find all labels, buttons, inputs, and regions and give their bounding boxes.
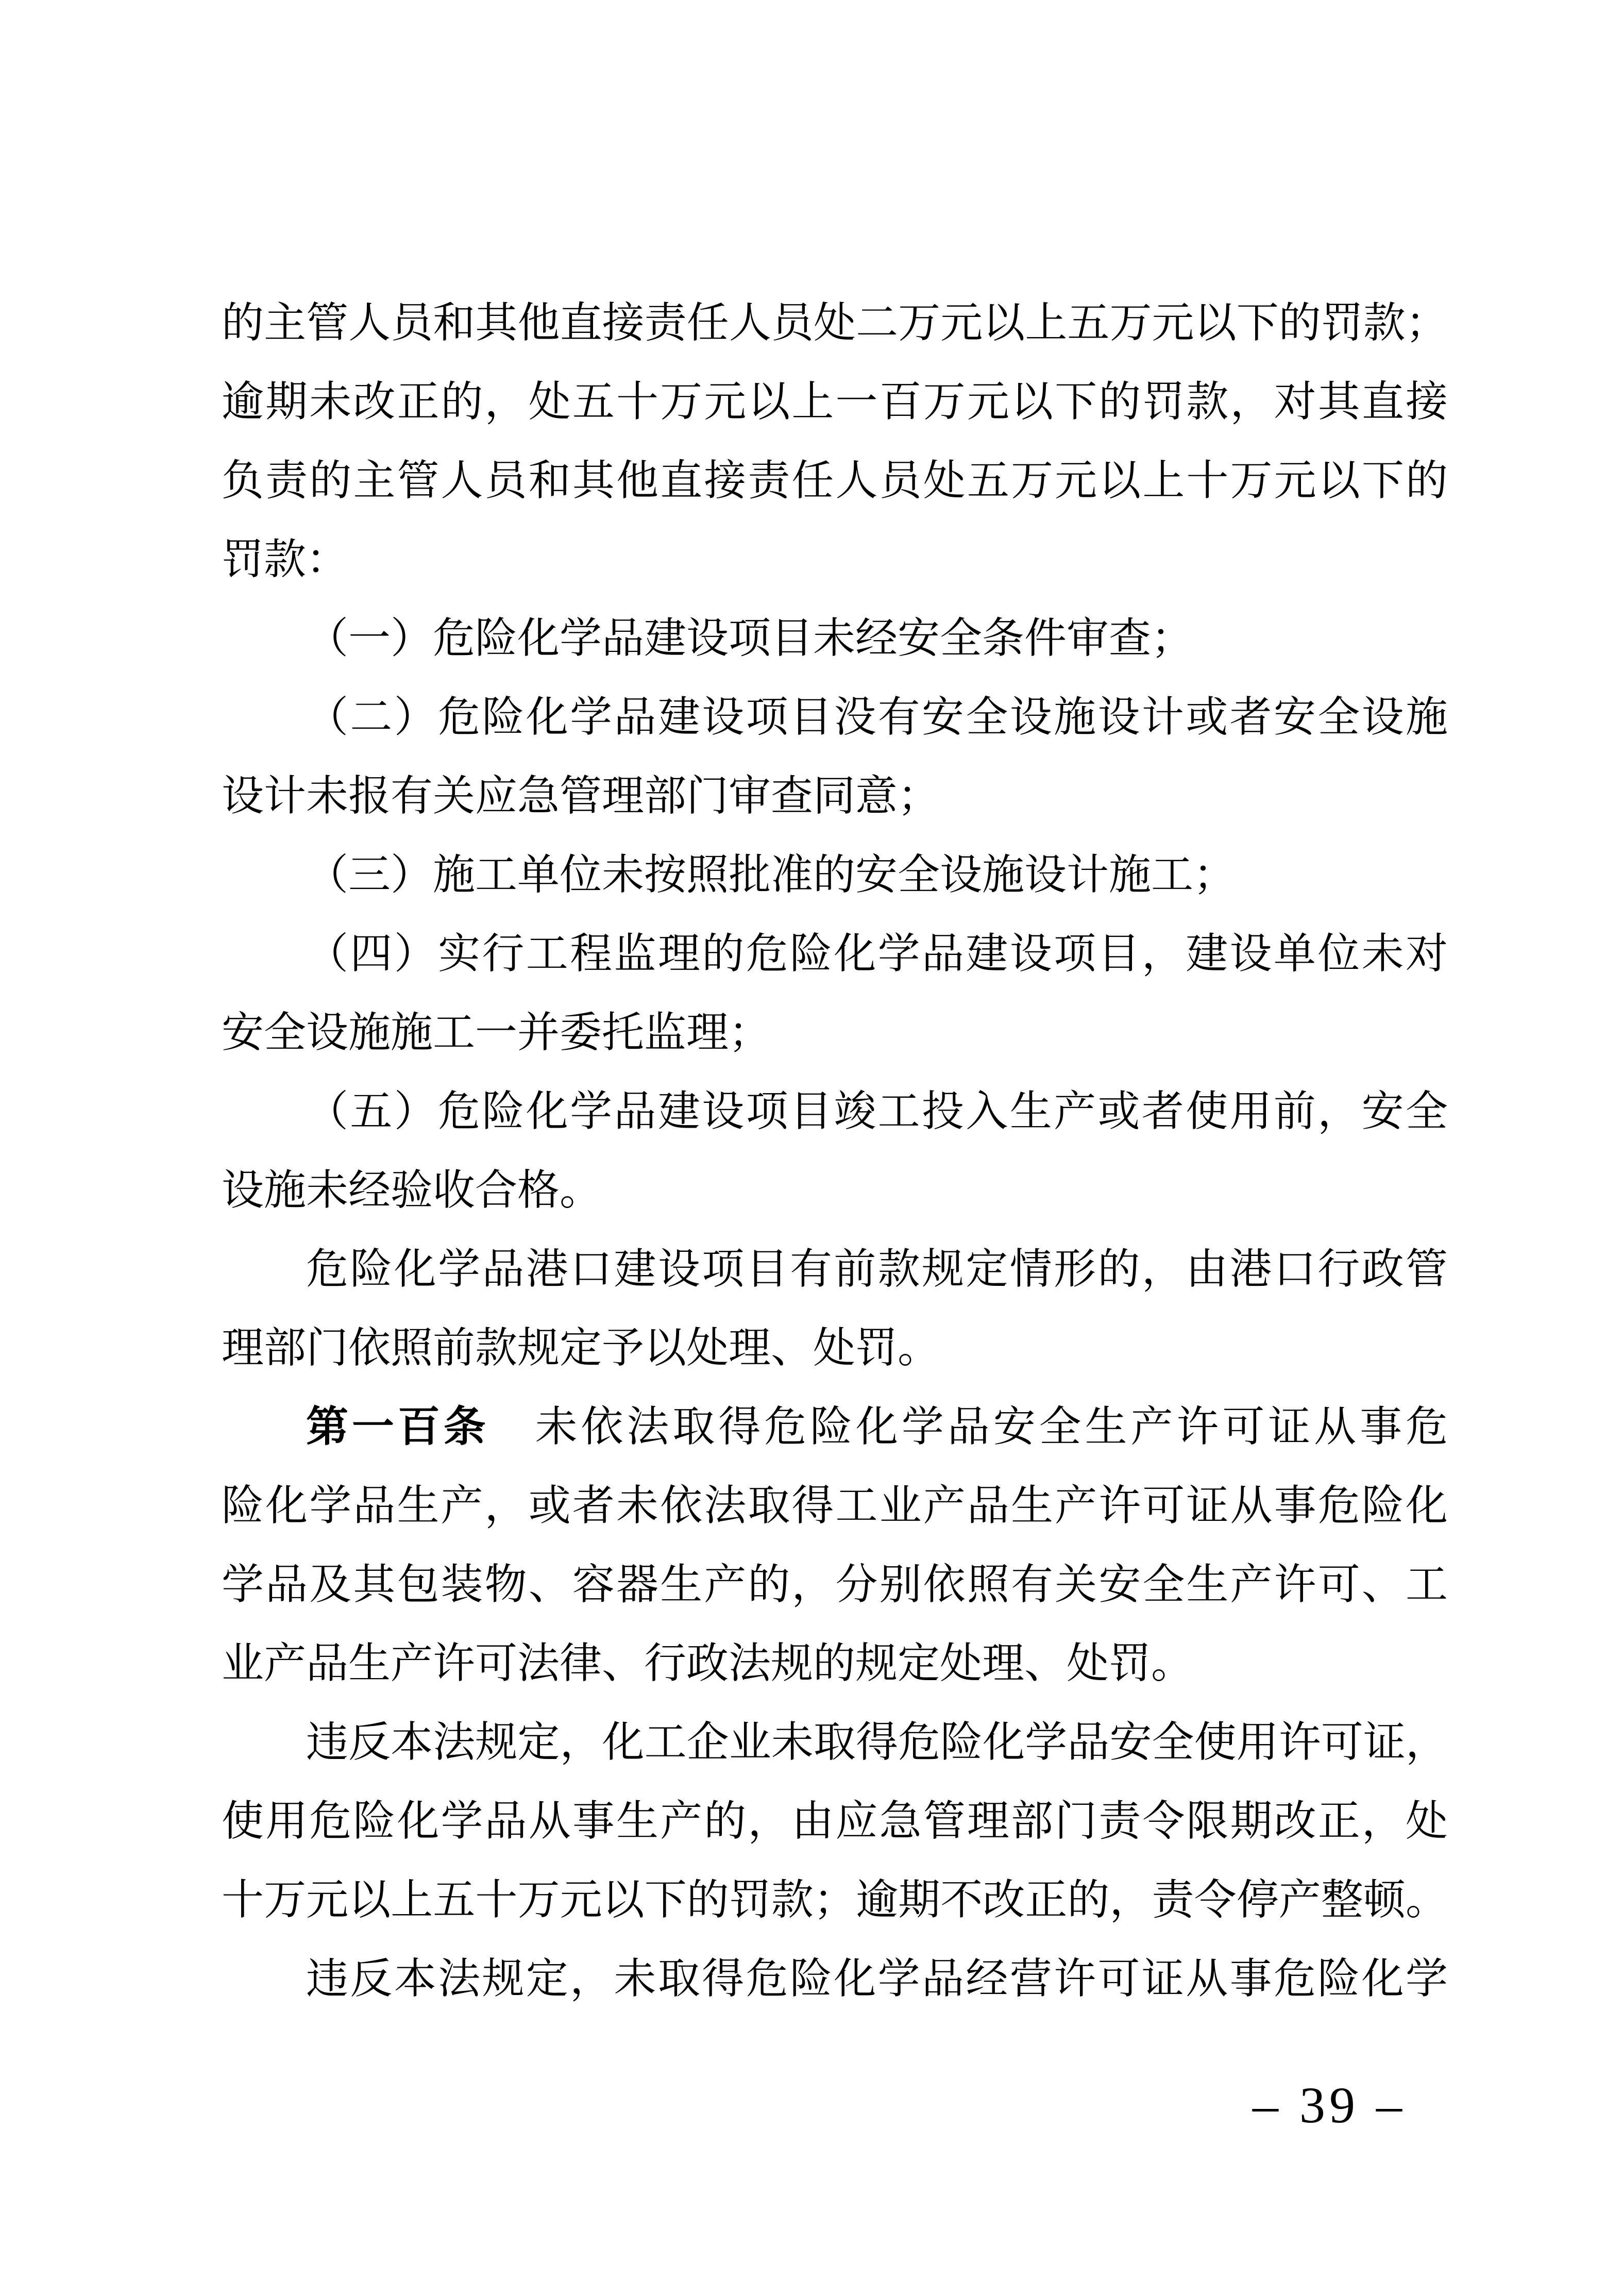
text-line: （四）实行工程监理的危险化学品建设项目，建设单位未对 <box>306 929 1448 978</box>
text-line: 第一百条 未依法取得危险化学品安全生产许可证从事危 <box>306 1402 1448 1451</box>
text-line: 业产品生产许可法律、行政法规的规定处理、处罚。 <box>222 1639 1194 1688</box>
text-line: 的主管人员和其他直接责任人员处二万元以上五万元以下的罚款； <box>222 298 1448 347</box>
text-line: 危险化学品港口建设项目有前款规定情形的，由港口行政管 <box>306 1245 1448 1294</box>
text-line: （一）危险化学品建设项目未经安全条件审查； <box>306 614 1194 663</box>
text-line: 学品及其包装物、容器生产的，分别依照有关安全生产许可、工 <box>222 1560 1448 1609</box>
text-line: 逾期未改正的，处五十万元以上一百万元以下的罚款，对其直接 <box>222 377 1448 426</box>
text-line: 罚款： <box>222 535 349 584</box>
text-line: 设施未经验收合格。 <box>222 1166 602 1215</box>
text-line: 理部门依照前款规定予以处理、处罚。 <box>222 1323 940 1372</box>
text-line: 险化学品生产，或者未依法取得工业产品生产许可证从事危险化 <box>222 1481 1448 1530</box>
text-line: 违反本法规定，化工企业未取得危险化学品安全使用许可证， <box>306 1718 1448 1767</box>
text-line: 使用危险化学品从事生产的，由应急管理部门责令限期改正，处 <box>222 1797 1448 1846</box>
text-line: （三）施工单位未按照批准的安全设施设计施工； <box>306 850 1236 899</box>
article-number: 第一百条 <box>306 1402 489 1451</box>
page-number: – 39 – <box>1253 2076 1406 2134</box>
text-line: 负责的主管人员和其他直接责任人员处五万元以上十万元以下的 <box>222 456 1448 505</box>
text-line: （二）危险化学品建设项目没有安全设施设计或者安全设施 <box>306 693 1448 742</box>
text-line: （五）危险化学品建设项目竣工投入生产或者使用前，安全 <box>306 1087 1448 1136</box>
text-line: 安全设施施工一并委托监理； <box>222 1008 771 1057</box>
document-body <box>222 283 1448 2018</box>
text-line: 十万元以上五十万元以下的罚款；逾期不改正的，责令停产整顿。 <box>222 1875 1448 1924</box>
text-line: 设计未报有关应急管理部门审查同意； <box>222 772 940 820</box>
text-line: 违反本法规定，未取得危险化学品经营许可证从事危险化学 <box>306 1954 1448 2003</box>
